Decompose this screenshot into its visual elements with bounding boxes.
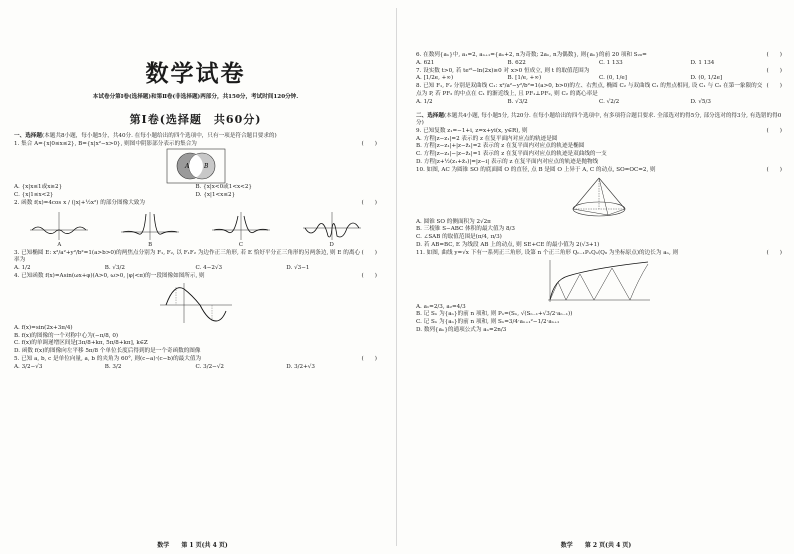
question-4-stem: 4. 已知函数 f(x)=Asin(ωx+φ)(A>0, ω>0, |φ|<π)的一段图像如图所示, 则 (14, 272, 205, 279)
q4-option-b[interactable]: B. f(x)的图像的一个对称中心为(−π/8, 0) (14, 332, 119, 339)
question-5-stem: 5. 已知 a, b, c 是单位向量, a, b 的夹角为 60°, 则(c−a)·(c−b)的最大值为 (14, 355, 202, 362)
triangle-curve-diagram (416, 258, 782, 304)
question-11-stem: 11. 如图, 曲线 y=√x 下有一系列正三角形, 设第 n 个正三角形 Qₙ₋₁PₙQₙ(Q₀ 为坐标原点)的边长为 aₙ, 则 (416, 249, 679, 256)
question-1 (14, 141, 377, 200)
question-2 (14, 200, 377, 250)
graph-option-d-label: D (329, 241, 334, 248)
q9-option-c[interactable]: C. 方程|z−z₁|−|z−z̄₁|=1 表示的 z 在复平面内对应点的轨迹是双曲线的一支 (416, 151, 607, 158)
answer-paren: ( ) (766, 127, 782, 134)
q1-option-b[interactable]: B. {x|x<0或1<x<2} (195, 184, 252, 191)
graph-option-a-label: A (57, 241, 62, 248)
q1-option-d[interactable]: D. {x|1<x≤2} (195, 192, 236, 199)
q7-option-d[interactable]: D. (0, 1/2e] (690, 75, 723, 82)
answer-paren: ( ) (361, 199, 377, 206)
q6-option-b[interactable]: B. 622 (507, 59, 526, 66)
question-10-stem: 10. 如图, AC 为圆锥 SO 的底面圆 O 的直径, 点 B 是圆 O 上异于 A, C 的动点, SO=OC=2, 则 (416, 166, 656, 173)
q4-option-a[interactable]: A. f(x)=sin(2x+3π/4) (14, 324, 73, 331)
section-two-header (416, 113, 782, 128)
q4-option-c[interactable]: C. f(x)的单调递增区间是[3π/8+kπ, 5π/8+kπ], k∈Z (14, 340, 148, 347)
q5-option-a[interactable]: A. 3/2−√3 (14, 363, 43, 370)
question-4 (14, 273, 377, 356)
q11-option-b[interactable]: B. 记 Sₙ 为{aₙ}的前 n 项和, 则 Pₙ=(Sₙ, √(Sₙ₋₁+√3/2·aₙ₋₁)) (416, 311, 573, 318)
function-graph-options (14, 210, 377, 250)
question-3-stem: 3. 已知椭圆 E: x²/a²+y²/b²=1(a>b>0)的两焦点分别为 F₁, F₂, 以 F₁F₂ 为边作正三角形, 若 E 恰好平分正三角形的另两条边, 则 E 的离心率为 (14, 249, 361, 264)
q8-option-b[interactable]: B. √3/2 (507, 98, 528, 105)
question-2-stem: 2. 函数 f(x)=4cos x / (|x|+½x²) 的部分图像大致为 (14, 199, 145, 206)
venn-label-a: A (184, 163, 189, 171)
answer-paren: ( ) (361, 140, 377, 147)
exam-title: 数学试卷 (145, 61, 246, 87)
graph-option-c-label: C (238, 241, 243, 248)
q9-option-b[interactable]: B. 方程|z−z₁|+|z−z̄₁|=2 表示的 z 在复平面内对应点的轨迹是椭圆 (416, 143, 585, 150)
q7-option-a[interactable]: A. [1/2e, +∞) (416, 75, 454, 82)
question-6 (416, 52, 782, 68)
exam-description: 本试卷分第Ⅰ卷(选择题)和第Ⅱ卷(非选择题)两部分，共150分，考试时间120分钟. (92, 94, 299, 100)
cone-diagram (416, 175, 782, 219)
question-11 (416, 250, 782, 335)
section-two-text: (本题共4小题, 每小题5分, 共20分. 在每小题给出的四个选项中, 有多项符合题目要求. 全部选对的得5分, 部分选对的得3分, 有选错的得0分) (416, 112, 782, 127)
answer-paren: ( ) (361, 249, 377, 256)
footer-subject: 数学 (560, 542, 573, 549)
q8-option-c[interactable]: C. √2/2 (599, 98, 620, 105)
answer-paren: ( ) (361, 355, 377, 362)
q7-option-c[interactable]: C. (0, 1/e] (599, 75, 627, 82)
q3-option-c[interactable]: C. 4−2√3 (195, 265, 223, 272)
graph-option-d[interactable] (301, 210, 363, 250)
right-column (402, 0, 790, 554)
question-9 (416, 128, 782, 167)
q5-option-d[interactable]: D. 3/2+√3 (286, 363, 315, 370)
left-column (0, 0, 385, 554)
question-3 (14, 250, 377, 273)
q3-option-a[interactable]: A. 1/2 (14, 265, 31, 272)
right-page-footer (402, 540, 790, 549)
question-7 (416, 68, 782, 84)
question-7-stem: 7. 设实数 t>0, 若 te²ᵗ−ln(2x)≥0 对 x>0 恒成立, 则 t 的取值范围为 (416, 67, 590, 74)
q10-option-d[interactable]: D. 若 AB=BC, E 为线段 AB 上的动点, 则 SE+CE 的最小值为 2(√3+1) (416, 241, 600, 248)
graph-option-b[interactable] (119, 210, 181, 250)
venn-diagram (14, 148, 377, 184)
sine-graph (14, 281, 377, 325)
q8-option-a[interactable]: A. 1/2 (416, 98, 433, 105)
answer-paren: ( ) (766, 67, 782, 74)
q10-option-c[interactable]: C. ∠SAB 的取值范围是(π/4, π/3) (416, 234, 502, 241)
section-two-label: 二、选择题 (416, 112, 444, 119)
section-one-text: (本题共8小题，每小题5分，共40分. 在每小题给出的四个选项中，只有一项是符合题目要求的) (41, 133, 277, 139)
q5-option-c[interactable]: C. 3/2−√2 (195, 363, 224, 370)
graph-option-a[interactable] (28, 210, 90, 250)
q6-option-d[interactable]: D. 1 134 (690, 59, 715, 66)
question-9-stem: 9. 已知复数 z₁=−1+i, z=x+yi(x, y∈R), 则 (416, 127, 528, 134)
q4-option-d[interactable]: D. 函数 f(x)的图像向左平移 5π/8 个单位长度后得到的是一个奇函数的图像 (14, 348, 201, 355)
venn-label-b: B (203, 163, 208, 171)
answer-paren: ( ) (766, 166, 782, 173)
q1-option-a[interactable]: A. {x|x≤1或x≥2} (14, 184, 63, 191)
section-one-label: 一、选择题 (14, 133, 42, 139)
answer-paren: ( ) (361, 272, 377, 279)
q8-option-d[interactable]: D. √5/3 (690, 98, 711, 105)
section-one-header (14, 133, 377, 141)
question-8-stem: 8. 已知 F₁, F₂ 分别是双曲线 C₁: x²/a²−y²/b²=1(a>0, b>0)的左、右焦点, 椭圆 C₂ 与双曲线 C₁ 的焦点相同, 设 C₁ 与 C₂ 在第一象限的交点为 P, 若 PF₂ 的中点在 C₁ 的渐近线上, 且 PF₁⊥PF₂, 则 C₂ 的离心率是 (416, 83, 763, 97)
q9-option-a[interactable]: A. 方程|z−z₁|=2 表示的 z 在复平面内对应点的轨迹是圆 (416, 135, 558, 142)
q6-option-a[interactable]: A. 621 (416, 59, 435, 66)
question-10 (416, 167, 782, 250)
answer-paren: ( ) (766, 83, 782, 90)
column-divider (396, 8, 397, 546)
question-5 (14, 356, 377, 372)
q3-option-d[interactable]: D. √3−1 (286, 265, 310, 272)
answer-paren: ( ) (766, 249, 782, 256)
q7-option-b[interactable]: B. [1/e, +∞) (507, 75, 542, 82)
left-page-footer (0, 540, 385, 549)
question-6-stem: 6. 在数列{aₙ}中, a₁=2, aₙ₊₁={aₙ+2, n为奇数; 2aₙ, n为偶数}, 则{aₙ}的前 20 项和 S₂₀= (416, 52, 647, 58)
graph-option-c[interactable] (210, 210, 272, 250)
q11-option-d[interactable]: D. 数列{aₙ}的通项公式为 aₙ=2n/3 (416, 326, 507, 333)
q1-option-c[interactable]: C. {x|1≤x<2} (14, 192, 54, 199)
q6-option-c[interactable]: C. 1 133 (599, 59, 623, 66)
footer-subject: 数学 (157, 542, 170, 549)
q9-option-d[interactable]: D. 方程|z+½(z₁+z̄₁)|=|z−i| 表示的 z 在复平面内对应点的轨迹是抛物线 (416, 158, 599, 165)
footer-page-number: 第 2 页(共 4 页) (584, 542, 632, 549)
answer-paren: ( ) (766, 52, 782, 58)
question-1-stem: 1. 集合 A={x|0≤x≤2}, B={x|x²−x>0}, 则图中阴影部分表示的集合为 (14, 140, 197, 147)
volume-title: 第Ⅰ卷(选择题 共60分) (129, 113, 262, 126)
q10-option-b[interactable]: B. 三棱锥 S−ABC 体积的最大值为 8/3 (416, 226, 515, 233)
q5-option-b[interactable]: B. 3/2 (104, 363, 122, 370)
q10-option-a[interactable]: A. 圆锥 SO 的侧面积为 2√2π (416, 218, 491, 225)
q3-option-b[interactable]: B. √3/2 (104, 265, 125, 272)
q11-option-c[interactable]: C. 记 Sₙ 为{aₙ}的前 n 项和, 则 Sₙ=3/4·aₙ₊₁²−1/2·aₙ₊₁ (416, 319, 560, 326)
graph-option-b-label: B (148, 241, 153, 248)
question-8 (416, 83, 782, 106)
footer-page-number: 第 1 页(共 4 页) (181, 542, 228, 549)
q11-option-a[interactable]: A. a₁=2/3, a₂=4/3 (416, 303, 466, 310)
